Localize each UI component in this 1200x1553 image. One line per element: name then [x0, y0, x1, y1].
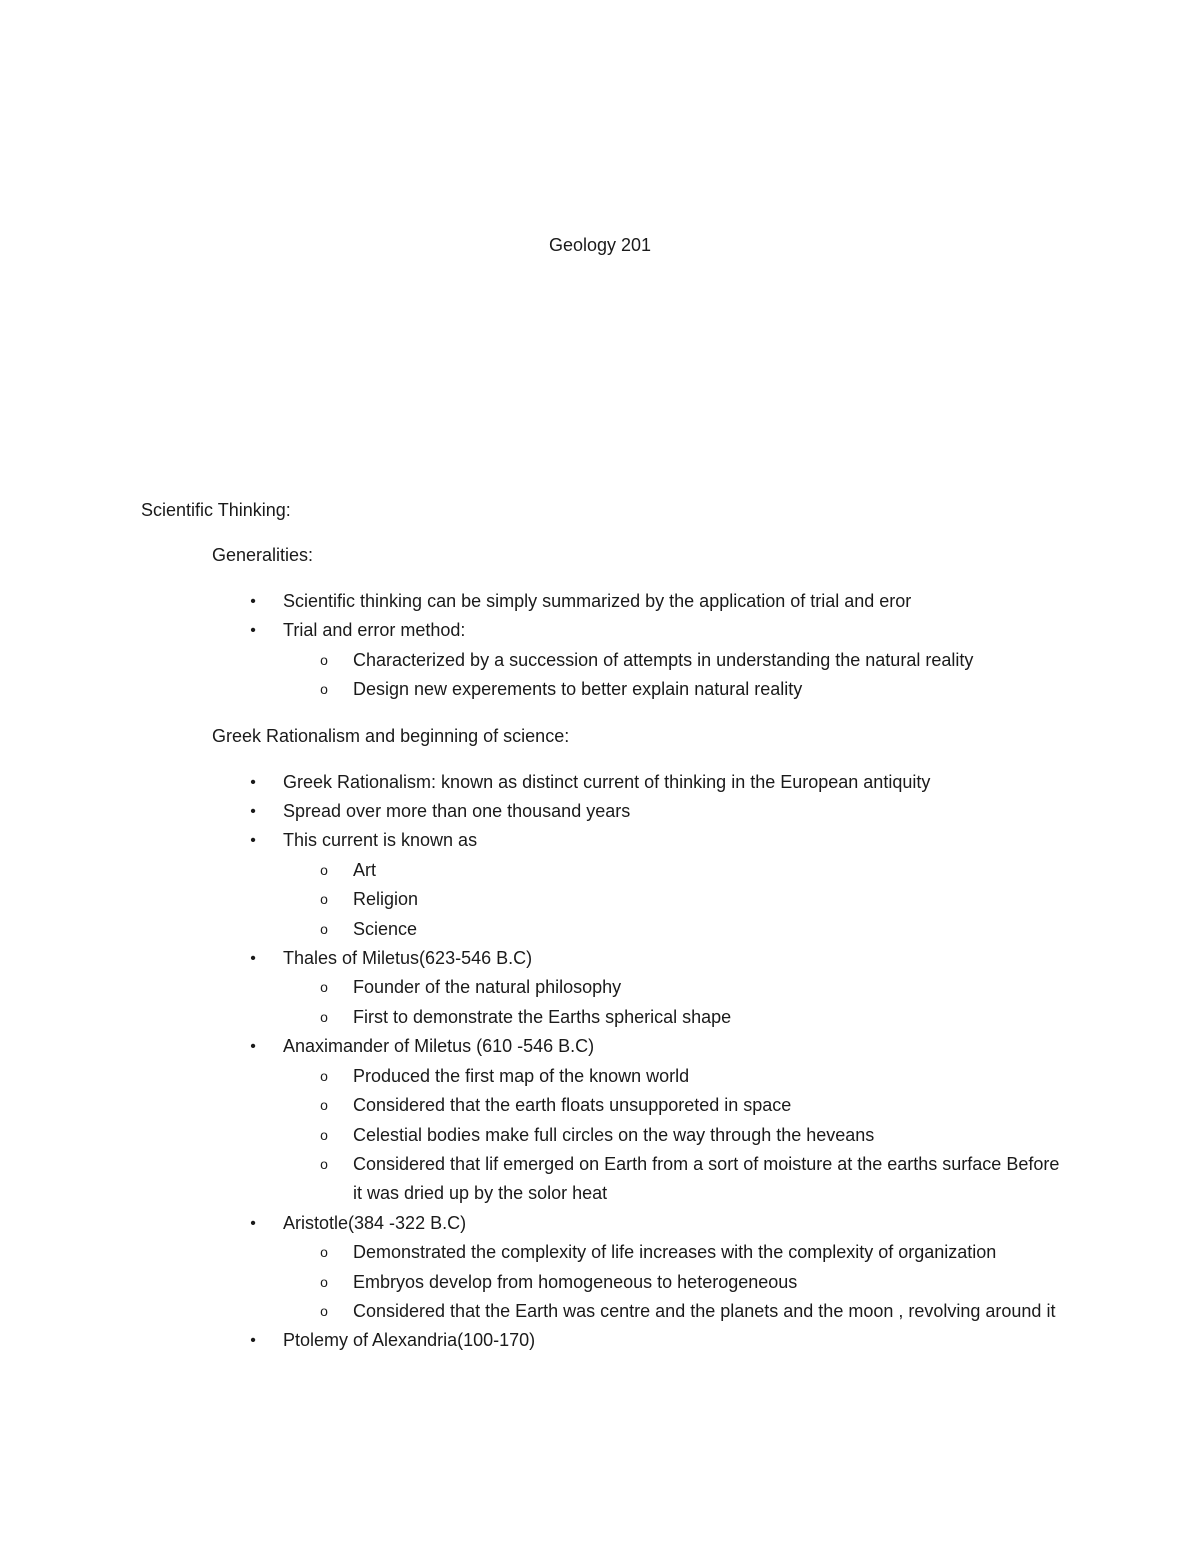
document-body [141, 497, 1061, 1374]
circle-bullet-icon: o [320, 861, 328, 878]
circle-bullet-icon: o [320, 1155, 328, 1172]
sub-bullet-list [283, 973, 1061, 1032]
bullet-icon: • [250, 1038, 256, 1056]
circle-bullet-icon: o [320, 1273, 328, 1290]
document-title: Geology 201 [548, 235, 652, 255]
sub-list-item [141, 973, 1061, 1002]
circle-bullet-icon: o [320, 1008, 328, 1025]
sub-list-item-text: First to demonstrate the Earths spherical shape [353, 1006, 732, 1027]
sub-bullet-list [283, 1062, 1061, 1209]
sub-list-item-text: Founder of the natural philosophy [353, 977, 622, 998]
list-item-text: Anaximander of Miletus (610 -546 B.C) [283, 1036, 595, 1057]
list-item-text: Thales of Miletus(623-546 B.C) [283, 948, 533, 969]
list-item [141, 1032, 1061, 1208]
sub-bullet-list [283, 646, 1061, 705]
sub-list-item [141, 1091, 1061, 1120]
sub-list-item [141, 1238, 1061, 1267]
list-item [141, 1326, 1061, 1355]
subsections-container [141, 542, 1061, 1356]
sub-list-item [141, 885, 1061, 914]
list-item-text: Ptolemy of Alexandria(100-170) [283, 1330, 536, 1351]
bullet-icon: • [250, 1332, 256, 1350]
bullet-icon: • [250, 773, 256, 791]
sub-list-item [141, 1121, 1061, 1150]
list-item-text: Greek Rationalism: known as distinct current of thinking in the European antiquity [283, 771, 931, 792]
circle-bullet-icon: o [320, 1244, 328, 1261]
circle-bullet-icon: o [320, 651, 328, 668]
bullet-list [141, 587, 1061, 705]
list-item [141, 797, 1061, 826]
list-item [141, 826, 1061, 944]
sub-list-item-text: Design new experements to better explain natural reality [353, 679, 803, 700]
list-item [141, 616, 1061, 704]
circle-bullet-icon: o [320, 979, 328, 996]
sub-list-item [141, 675, 1061, 704]
list-item-text: Trial and error method: [283, 620, 466, 641]
circle-bullet-icon: o [320, 1097, 328, 1114]
sub-list-item [141, 646, 1061, 675]
sub-list-item [141, 856, 1061, 885]
sub-list-item [141, 1268, 1061, 1297]
sub-list-item-text: Demonstrated the complexity of life increases with the complexity of organization [353, 1242, 997, 1263]
sub-list-item-text: Embryos develop from homogeneous to heterogeneous [353, 1271, 798, 1292]
list-item-text: Scientific thinking can be simply summarized by the application of trial and eror [283, 591, 912, 611]
sub-list-item [141, 1062, 1061, 1091]
circle-bullet-icon: o [320, 891, 328, 908]
list-item [141, 944, 1061, 1032]
subsection-heading: Greek Rationalism and beginning of science: [212, 725, 570, 746]
sub-list-item [141, 1150, 1061, 1209]
sub-list-item-text: Considered that the earth floats unsupporeted in space [353, 1095, 792, 1116]
sub-list-item-text: Art [353, 859, 377, 880]
bullet-icon: • [250, 950, 256, 968]
bullet-icon: • [250, 803, 256, 821]
subsection-heading: Generalities: [212, 545, 314, 565]
circle-bullet-icon: o [320, 681, 328, 698]
bullet-icon: • [250, 1214, 256, 1232]
sub-list-item [141, 915, 1061, 944]
list-item-text: Spread over more than one thousand years [283, 801, 631, 822]
bullet-icon: • [250, 832, 256, 850]
list-item [141, 1209, 1061, 1327]
circle-bullet-icon: o [320, 1126, 328, 1143]
list-item [141, 587, 1061, 616]
bullet-icon: • [250, 593, 256, 610]
list-item-text: Aristotle(384 -322 B.C) [283, 1212, 467, 1233]
sub-list-item-text: Celestial bodies make full circles on the way through the heveans [353, 1124, 875, 1145]
sub-list-item-text: Characterized by a succession of attempts in understanding the natural reality [353, 649, 974, 670]
sub-list-item [141, 1003, 1061, 1032]
list-item [141, 768, 1061, 797]
bullet-icon: • [250, 622, 256, 640]
sub-list-item-text: Considered that lif emerged on Earth from a sort of moisture at the earths surface Before it was dried up by the solor heat [353, 1153, 1060, 1204]
bullet-list [141, 768, 1061, 1356]
circle-bullet-icon: o [320, 1067, 328, 1084]
sub-list-item-text: Science [353, 918, 418, 939]
sub-list-item-text: Considered that the Earth was centre and the planets and the moon , revolving around it [353, 1300, 1056, 1321]
circle-bullet-icon: o [320, 920, 328, 937]
sub-bullet-list [283, 1238, 1061, 1326]
circle-bullet-icon: o [320, 1302, 328, 1319]
sub-bullet-list [283, 856, 1061, 944]
sub-list-item [141, 1297, 1061, 1326]
section-heading: Scientific Thinking: [141, 500, 291, 520]
sub-list-item-text: Religion [353, 889, 419, 910]
sub-list-item-text: Produced the first map of the known world [353, 1065, 690, 1086]
list-item-text: This current is known as [283, 830, 478, 851]
